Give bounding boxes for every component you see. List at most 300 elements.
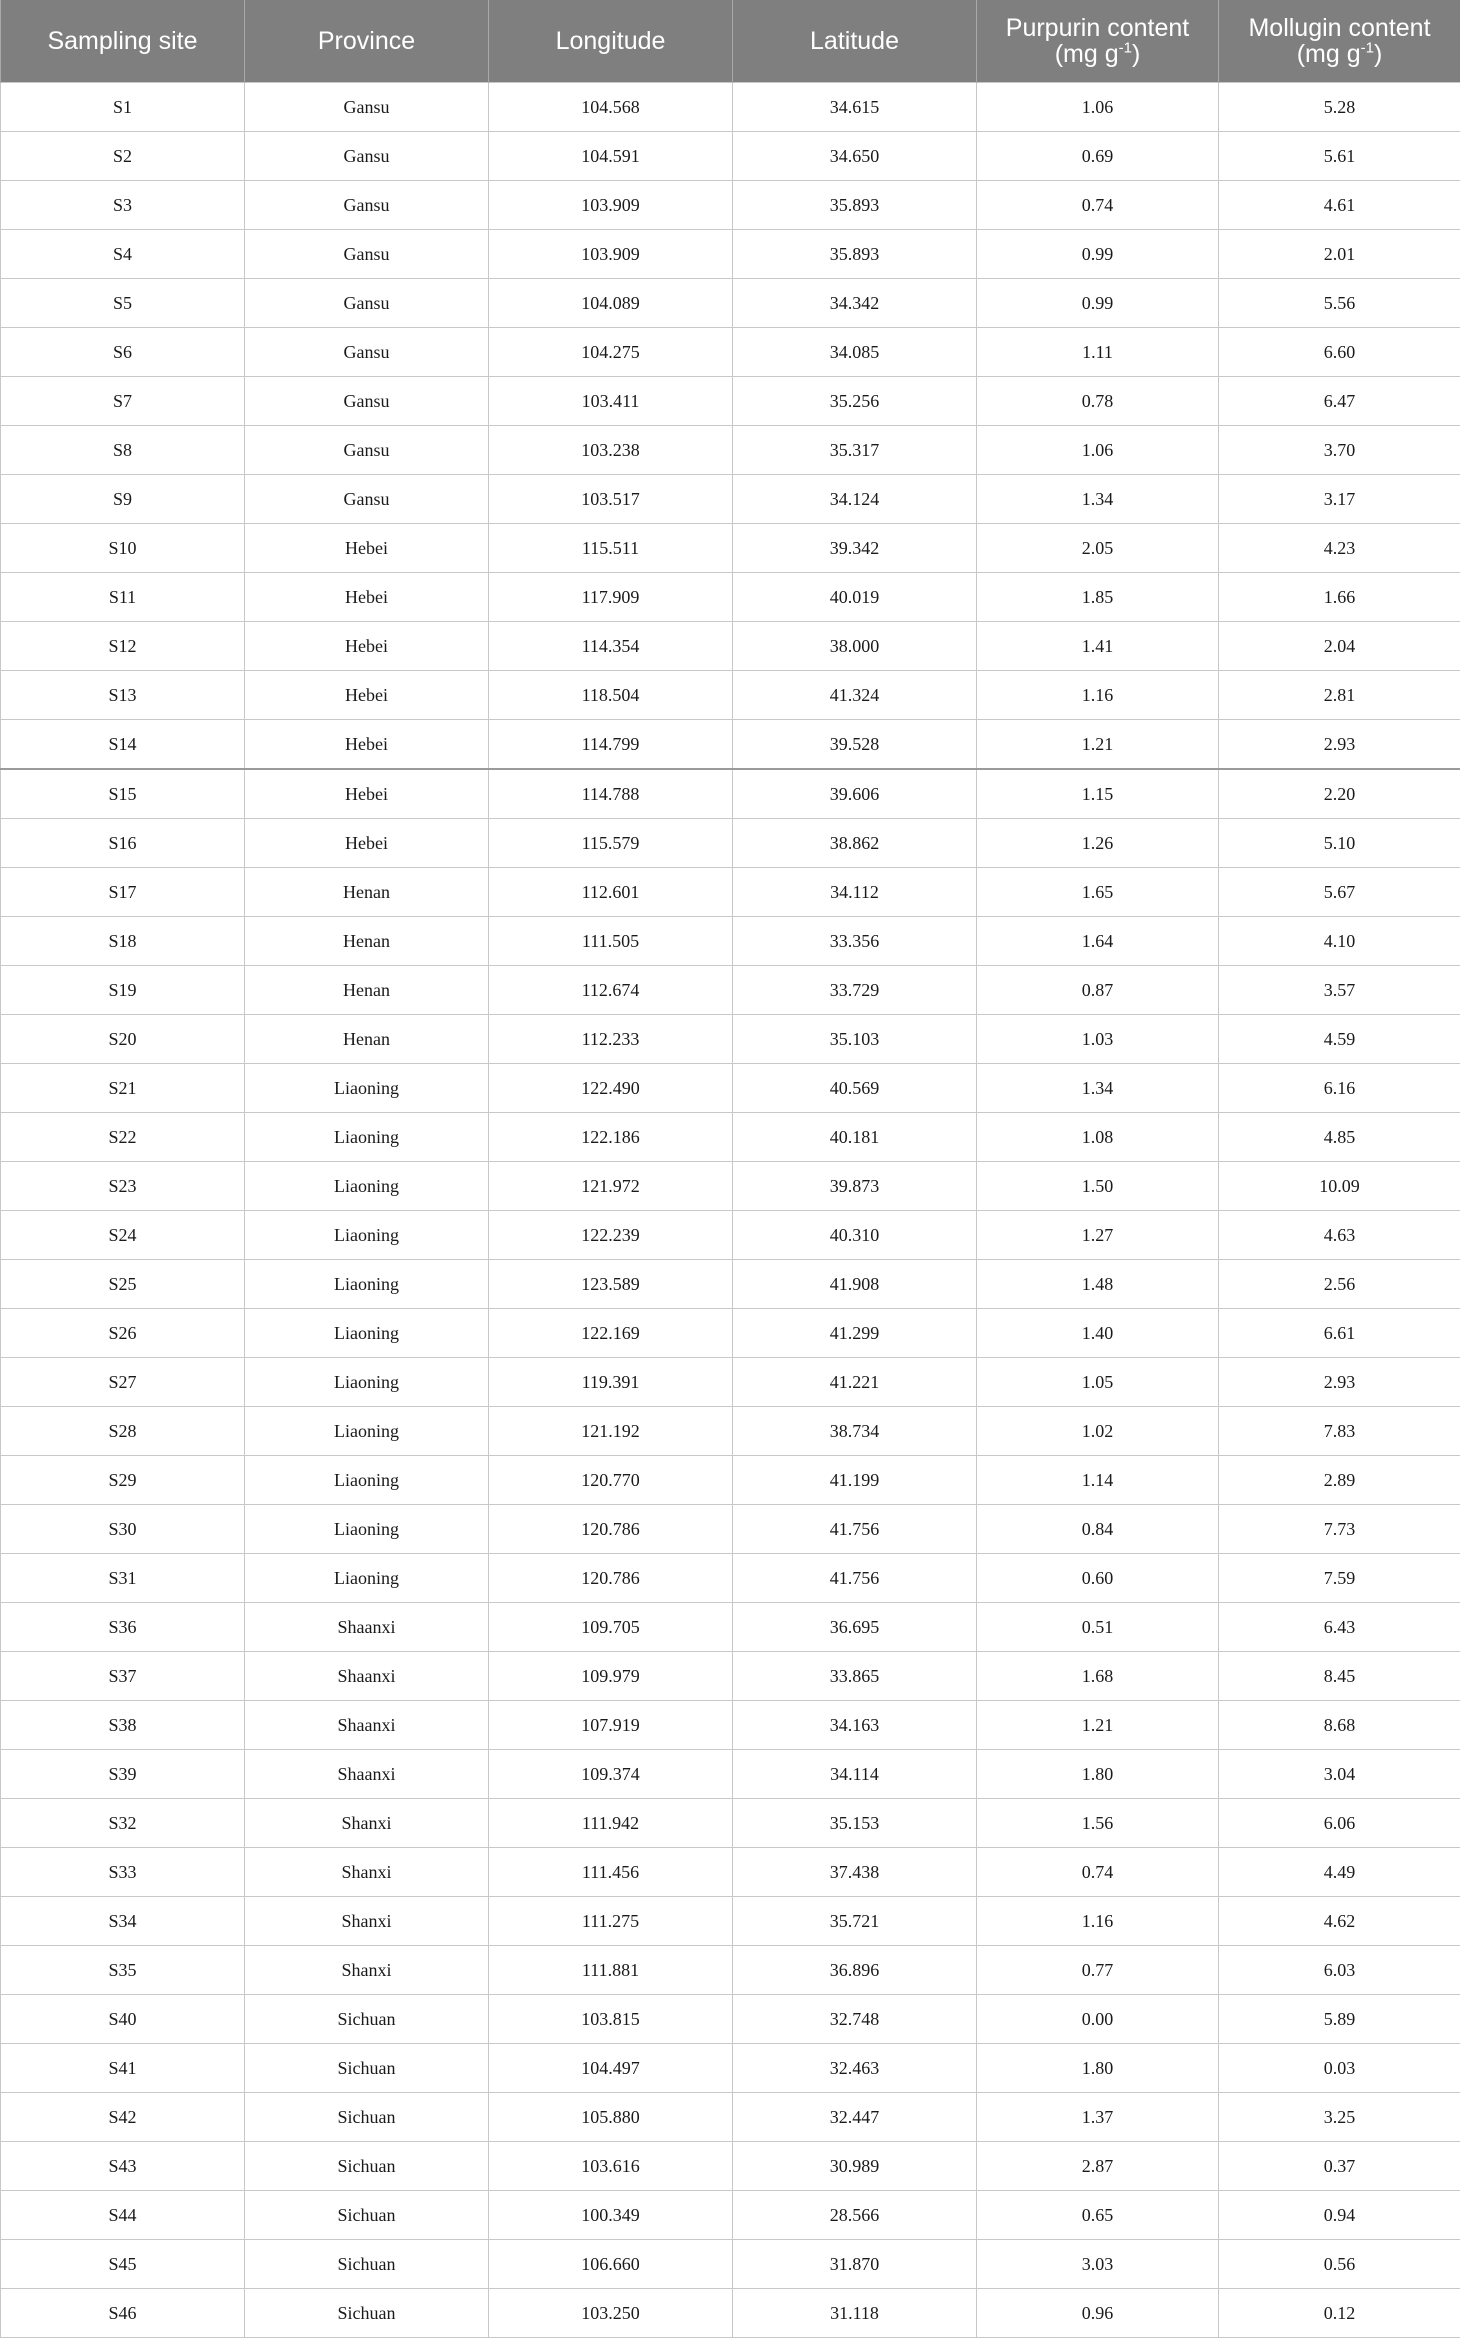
cell-province: Sichuan — [245, 2191, 489, 2240]
cell-longitude: 111.505 — [489, 917, 733, 966]
table-row — [1, 1162, 1460, 1211]
cell-mollugin-content: 1.66 — [1219, 573, 1460, 622]
cell-latitude: 41.221 — [733, 1358, 977, 1407]
cell-mollugin-content: 3.25 — [1219, 2093, 1460, 2142]
header-purpurin-content: Purpurin content (mg $g^{-1}$) — [977, 0, 1219, 83]
table-row — [1, 868, 1460, 917]
cell-province: Sichuan — [245, 2142, 489, 2191]
cell-latitude: 35.317 — [733, 426, 977, 475]
cell-sampling-site: S17 — [1, 868, 245, 917]
cell-purpurin-content: 0.78 — [977, 377, 1219, 426]
cell-purpurin-content: 1.15 — [977, 769, 1219, 819]
table-row — [1, 1505, 1460, 1554]
table-row — [1, 917, 1460, 966]
table-header — [1, 0, 1460, 83]
cell-latitude: 41.756 — [733, 1505, 977, 1554]
cell-longitude: 121.972 — [489, 1162, 733, 1211]
cell-longitude: 120.770 — [489, 1456, 733, 1505]
table-row — [1, 2191, 1460, 2240]
header-mollugin-content: Mollugin content (mg $g^{-1}$) — [1219, 0, 1460, 83]
cell-purpurin-content: 0.99 — [977, 230, 1219, 279]
cell-purpurin-content: 1.37 — [977, 2093, 1219, 2142]
cell-sampling-site: S24 — [1, 1211, 245, 1260]
cell-latitude: 41.324 — [733, 671, 977, 720]
cell-longitude: 103.238 — [489, 426, 733, 475]
cell-purpurin-content: 1.48 — [977, 1260, 1219, 1309]
cell-purpurin-content: 1.05 — [977, 1358, 1219, 1407]
cell-longitude: 114.788 — [489, 769, 733, 819]
cell-purpurin-content: 0.84 — [977, 1505, 1219, 1554]
cell-province: Liaoning — [245, 1260, 489, 1309]
cell-sampling-site: S14 — [1, 720, 245, 770]
cell-purpurin-content: 1.80 — [977, 2044, 1219, 2093]
cell-purpurin-content: 1.68 — [977, 1652, 1219, 1701]
cell-sampling-site: S19 — [1, 966, 245, 1015]
cell-province: Henan — [245, 868, 489, 917]
cell-mollugin-content: 2.20 — [1219, 769, 1460, 819]
cell-mollugin-content: 2.93 — [1219, 1358, 1460, 1407]
table-row — [1, 1113, 1460, 1162]
cell-purpurin-content: 1.14 — [977, 1456, 1219, 1505]
cell-province: Sichuan — [245, 2240, 489, 2289]
table-row — [1, 1995, 1460, 2044]
table-row — [1, 2142, 1460, 2191]
cell-sampling-site: S2 — [1, 132, 245, 181]
table-row — [1, 524, 1460, 573]
cell-sampling-site: S7 — [1, 377, 245, 426]
cell-sampling-site: S39 — [1, 1750, 245, 1799]
cell-purpurin-content: 1.11 — [977, 328, 1219, 377]
table-row — [1, 1456, 1460, 1505]
cell-latitude: 35.893 — [733, 230, 977, 279]
table-row — [1, 2044, 1460, 2093]
cell-longitude: 123.589 — [489, 1260, 733, 1309]
cell-latitude: 32.447 — [733, 2093, 977, 2142]
cell-mollugin-content: 4.23 — [1219, 524, 1460, 573]
cell-longitude: 104.497 — [489, 2044, 733, 2093]
cell-sampling-site: S4 — [1, 230, 245, 279]
cell-province: Liaoning — [245, 1309, 489, 1358]
cell-longitude: 111.275 — [489, 1897, 733, 1946]
cell-latitude: 34.114 — [733, 1750, 977, 1799]
cell-mollugin-content: 2.81 — [1219, 671, 1460, 720]
cell-purpurin-content: 2.05 — [977, 524, 1219, 573]
cell-latitude: 34.342 — [733, 279, 977, 328]
cell-latitude: 38.000 — [733, 622, 977, 671]
cell-latitude: 41.299 — [733, 1309, 977, 1358]
cell-mollugin-content: 6.60 — [1219, 328, 1460, 377]
cell-province: Hebei — [245, 622, 489, 671]
cell-sampling-site: S36 — [1, 1603, 245, 1652]
cell-province: Shanxi — [245, 1946, 489, 1995]
cell-purpurin-content: 1.06 — [977, 426, 1219, 475]
table-row — [1, 622, 1460, 671]
cell-province: Hebei — [245, 573, 489, 622]
table-row — [1, 1407, 1460, 1456]
table-row — [1, 377, 1460, 426]
table-row — [1, 1652, 1460, 1701]
cell-sampling-site: S1 — [1, 83, 245, 132]
table-row — [1, 1946, 1460, 1995]
cell-purpurin-content: 0.74 — [977, 1848, 1219, 1897]
cell-latitude: 40.310 — [733, 1211, 977, 1260]
cell-province: Shaanxi — [245, 1750, 489, 1799]
cell-longitude: 114.354 — [489, 622, 733, 671]
cell-province: Liaoning — [245, 1554, 489, 1603]
cell-purpurin-content: 1.34 — [977, 1064, 1219, 1113]
cell-purpurin-content: 0.99 — [977, 279, 1219, 328]
cell-longitude: 109.374 — [489, 1750, 733, 1799]
cell-latitude: 33.729 — [733, 966, 977, 1015]
cell-sampling-site: S8 — [1, 426, 245, 475]
table-row — [1, 181, 1460, 230]
cell-province: Liaoning — [245, 1162, 489, 1211]
table-row — [1, 1750, 1460, 1799]
cell-latitude: 39.606 — [733, 769, 977, 819]
table-row — [1, 279, 1460, 328]
cell-mollugin-content: 4.61 — [1219, 181, 1460, 230]
table-row — [1, 1554, 1460, 1603]
cell-longitude: 115.579 — [489, 819, 733, 868]
cell-sampling-site: S28 — [1, 1407, 245, 1456]
cell-sampling-site: S30 — [1, 1505, 245, 1554]
cell-purpurin-content: 2.87 — [977, 2142, 1219, 2191]
cell-province: Gansu — [245, 132, 489, 181]
cell-longitude: 111.456 — [489, 1848, 733, 1897]
table-row — [1, 1260, 1460, 1309]
cell-sampling-site: S43 — [1, 2142, 245, 2191]
cell-longitude: 103.517 — [489, 475, 733, 524]
cell-latitude: 38.734 — [733, 1407, 977, 1456]
cell-longitude: 112.674 — [489, 966, 733, 1015]
cell-purpurin-content: 1.56 — [977, 1799, 1219, 1848]
cell-purpurin-content: 1.27 — [977, 1211, 1219, 1260]
cell-sampling-site: S40 — [1, 1995, 245, 2044]
cell-sampling-site: S12 — [1, 622, 245, 671]
cell-sampling-site: S22 — [1, 1113, 245, 1162]
cell-longitude: 115.511 — [489, 524, 733, 573]
cell-mollugin-content: 0.56 — [1219, 2240, 1460, 2289]
cell-mollugin-content: 6.16 — [1219, 1064, 1460, 1113]
cell-latitude: 34.112 — [733, 868, 977, 917]
cell-sampling-site: S27 — [1, 1358, 245, 1407]
table-row — [1, 1015, 1460, 1064]
cell-sampling-site: S25 — [1, 1260, 245, 1309]
table-row — [1, 2093, 1460, 2142]
cell-longitude: 103.250 — [489, 2289, 733, 2338]
cell-longitude: 105.880 — [489, 2093, 733, 2142]
cell-province: Hebei — [245, 720, 489, 770]
cell-purpurin-content: 0.00 — [977, 1995, 1219, 2044]
cell-longitude: 103.815 — [489, 1995, 733, 2044]
cell-purpurin-content: 1.26 — [977, 819, 1219, 868]
cell-province: Sichuan — [245, 2093, 489, 2142]
cell-mollugin-content: 0.37 — [1219, 2142, 1460, 2191]
table-row — [1, 1799, 1460, 1848]
cell-mollugin-content: 6.06 — [1219, 1799, 1460, 1848]
cell-longitude: 112.233 — [489, 1015, 733, 1064]
cell-latitude: 41.199 — [733, 1456, 977, 1505]
cell-sampling-site: S18 — [1, 917, 245, 966]
cell-sampling-site: S38 — [1, 1701, 245, 1750]
header-province: Province — [245, 0, 489, 83]
cell-latitude: 35.893 — [733, 181, 977, 230]
cell-latitude: 32.748 — [733, 1995, 977, 2044]
cell-longitude: 103.909 — [489, 181, 733, 230]
cell-longitude: 112.601 — [489, 868, 733, 917]
cell-province: Liaoning — [245, 1358, 489, 1407]
cell-sampling-site: S11 — [1, 573, 245, 622]
cell-sampling-site: S16 — [1, 819, 245, 868]
table-row — [1, 573, 1460, 622]
cell-longitude: 109.705 — [489, 1603, 733, 1652]
cell-sampling-site: S3 — [1, 181, 245, 230]
cell-purpurin-content: 1.21 — [977, 720, 1219, 770]
cell-purpurin-content: 1.85 — [977, 573, 1219, 622]
cell-mollugin-content: 5.89 — [1219, 1995, 1460, 2044]
cell-province: Shanxi — [245, 1848, 489, 1897]
table-row — [1, 1603, 1460, 1652]
cell-mollugin-content: 2.01 — [1219, 230, 1460, 279]
cell-sampling-site: S15 — [1, 769, 245, 819]
cell-purpurin-content: 1.40 — [977, 1309, 1219, 1358]
cell-sampling-site: S35 — [1, 1946, 245, 1995]
table-row — [1, 475, 1460, 524]
cell-mollugin-content: 0.12 — [1219, 2289, 1460, 2338]
cell-longitude: 122.239 — [489, 1211, 733, 1260]
cell-province: Henan — [245, 917, 489, 966]
cell-latitude: 28.566 — [733, 2191, 977, 2240]
cell-mollugin-content: 8.45 — [1219, 1652, 1460, 1701]
cell-province: Liaoning — [245, 1211, 489, 1260]
cell-sampling-site: S31 — [1, 1554, 245, 1603]
cell-latitude: 34.124 — [733, 475, 977, 524]
cell-sampling-site: S21 — [1, 1064, 245, 1113]
cell-purpurin-content: 1.41 — [977, 622, 1219, 671]
cell-province: Shaanxi — [245, 1652, 489, 1701]
cell-purpurin-content: 0.87 — [977, 966, 1219, 1015]
cell-latitude: 35.721 — [733, 1897, 977, 1946]
cell-purpurin-content: 0.77 — [977, 1946, 1219, 1995]
cell-sampling-site: S46 — [1, 2289, 245, 2338]
cell-province: Sichuan — [245, 2289, 489, 2338]
table-row — [1, 1848, 1460, 1897]
cell-province: Gansu — [245, 475, 489, 524]
cell-mollugin-content: 4.10 — [1219, 917, 1460, 966]
cell-longitude: 111.881 — [489, 1946, 733, 1995]
cell-sampling-site: S9 — [1, 475, 245, 524]
cell-province: Gansu — [245, 279, 489, 328]
table-row — [1, 2289, 1460, 2338]
cell-mollugin-content: 2.04 — [1219, 622, 1460, 671]
cell-longitude: 122.186 — [489, 1113, 733, 1162]
cell-mollugin-content: 6.43 — [1219, 1603, 1460, 1652]
cell-province: Gansu — [245, 377, 489, 426]
cell-mollugin-content: 5.10 — [1219, 819, 1460, 868]
cell-longitude: 104.275 — [489, 328, 733, 377]
cell-province: Gansu — [245, 181, 489, 230]
cell-sampling-site: S33 — [1, 1848, 245, 1897]
table-row — [1, 819, 1460, 868]
cell-latitude: 34.085 — [733, 328, 977, 377]
cell-longitude: 122.490 — [489, 1064, 733, 1113]
cell-mollugin-content: 4.85 — [1219, 1113, 1460, 1162]
cell-latitude: 31.870 — [733, 2240, 977, 2289]
cell-longitude: 104.089 — [489, 279, 733, 328]
cell-province: Liaoning — [245, 1113, 489, 1162]
cell-longitude: 100.349 — [489, 2191, 733, 2240]
header-sampling-site: Sampling site — [1, 0, 245, 83]
table-row — [1, 671, 1460, 720]
cell-longitude: 122.169 — [489, 1309, 733, 1358]
cell-mollugin-content: 2.89 — [1219, 1456, 1460, 1505]
cell-latitude: 41.908 — [733, 1260, 977, 1309]
cell-mollugin-content: 7.59 — [1219, 1554, 1460, 1603]
cell-mollugin-content: 5.61 — [1219, 132, 1460, 181]
table-row — [1, 769, 1460, 819]
cell-province: Liaoning — [245, 1505, 489, 1554]
cell-mollugin-content: 8.68 — [1219, 1701, 1460, 1750]
cell-mollugin-content: 7.73 — [1219, 1505, 1460, 1554]
cell-latitude: 35.256 — [733, 377, 977, 426]
cell-latitude: 30.989 — [733, 2142, 977, 2191]
cell-mollugin-content: 3.70 — [1219, 426, 1460, 475]
cell-purpurin-content: 0.96 — [977, 2289, 1219, 2338]
cell-purpurin-content: 1.03 — [977, 1015, 1219, 1064]
cell-latitude: 40.181 — [733, 1113, 977, 1162]
cell-mollugin-content: 3.57 — [1219, 966, 1460, 1015]
cell-longitude: 120.786 — [489, 1505, 733, 1554]
cell-longitude: 104.568 — [489, 83, 733, 132]
cell-sampling-site: S20 — [1, 1015, 245, 1064]
cell-purpurin-content: 1.50 — [977, 1162, 1219, 1211]
cell-province: Gansu — [245, 83, 489, 132]
cell-purpurin-content: 1.65 — [977, 868, 1219, 917]
cell-sampling-site: S6 — [1, 328, 245, 377]
cell-longitude: 109.979 — [489, 1652, 733, 1701]
cell-longitude: 103.909 — [489, 230, 733, 279]
table-row — [1, 1064, 1460, 1113]
cell-province: Henan — [245, 966, 489, 1015]
table-row — [1, 1358, 1460, 1407]
table-row — [1, 2240, 1460, 2289]
cell-purpurin-content: 3.03 — [977, 2240, 1219, 2289]
cell-mollugin-content: 2.93 — [1219, 720, 1460, 770]
cell-latitude: 36.695 — [733, 1603, 977, 1652]
cell-province: Liaoning — [245, 1407, 489, 1456]
cell-latitude: 36.896 — [733, 1946, 977, 1995]
cell-province: Sichuan — [245, 1995, 489, 2044]
cell-mollugin-content: 5.56 — [1219, 279, 1460, 328]
cell-mollugin-content: 4.63 — [1219, 1211, 1460, 1260]
table-body — [1, 83, 1460, 2338]
cell-province: Gansu — [245, 426, 489, 475]
table-row — [1, 328, 1460, 377]
cell-province: Henan — [245, 1015, 489, 1064]
cell-latitude: 31.118 — [733, 2289, 977, 2338]
cell-sampling-site: S10 — [1, 524, 245, 573]
table-row — [1, 1897, 1460, 1946]
cell-purpurin-content: 0.74 — [977, 181, 1219, 230]
cell-purpurin-content: 1.02 — [977, 1407, 1219, 1456]
cell-province: Shanxi — [245, 1799, 489, 1848]
cell-mollugin-content: 0.94 — [1219, 2191, 1460, 2240]
cell-province: Shaanxi — [245, 1701, 489, 1750]
header-longitude: Longitude — [489, 0, 733, 83]
cell-longitude: 106.660 — [489, 2240, 733, 2289]
cell-purpurin-content: 1.08 — [977, 1113, 1219, 1162]
cell-longitude: 103.616 — [489, 2142, 733, 2191]
table-row — [1, 83, 1460, 132]
cell-sampling-site: S32 — [1, 1799, 245, 1848]
table-row — [1, 1701, 1460, 1750]
cell-latitude: 34.615 — [733, 83, 977, 132]
table-row — [1, 966, 1460, 1015]
cell-latitude: 33.356 — [733, 917, 977, 966]
cell-sampling-site: S41 — [1, 2044, 245, 2093]
table-row — [1, 1309, 1460, 1358]
cell-purpurin-content: 1.16 — [977, 671, 1219, 720]
cell-longitude: 120.786 — [489, 1554, 733, 1603]
table-row — [1, 426, 1460, 475]
table-row — [1, 1211, 1460, 1260]
cell-sampling-site: S23 — [1, 1162, 245, 1211]
cell-longitude: 104.591 — [489, 132, 733, 181]
cell-sampling-site: S42 — [1, 2093, 245, 2142]
cell-mollugin-content: 3.04 — [1219, 1750, 1460, 1799]
header-latitude: Latitude — [733, 0, 977, 83]
cell-longitude: 121.192 — [489, 1407, 733, 1456]
cell-latitude: 32.463 — [733, 2044, 977, 2093]
cell-latitude: 40.019 — [733, 573, 977, 622]
cell-sampling-site: S26 — [1, 1309, 245, 1358]
cell-longitude: 117.909 — [489, 573, 733, 622]
table-row — [1, 230, 1460, 279]
cell-mollugin-content: 2.56 — [1219, 1260, 1460, 1309]
cell-purpurin-content: 0.51 — [977, 1603, 1219, 1652]
cell-mollugin-content: 4.49 — [1219, 1848, 1460, 1897]
cell-longitude: 118.504 — [489, 671, 733, 720]
cell-purpurin-content: 1.34 — [977, 475, 1219, 524]
cell-latitude: 38.862 — [733, 819, 977, 868]
cell-province: Hebei — [245, 819, 489, 868]
cell-latitude: 41.756 — [733, 1554, 977, 1603]
cell-province: Shanxi — [245, 1897, 489, 1946]
cell-latitude: 34.163 — [733, 1701, 977, 1750]
cell-purpurin-content: 1.21 — [977, 1701, 1219, 1750]
cell-purpurin-content: 1.64 — [977, 917, 1219, 966]
cell-latitude: 35.103 — [733, 1015, 977, 1064]
cell-mollugin-content: 5.28 — [1219, 83, 1460, 132]
cell-sampling-site: S44 — [1, 2191, 245, 2240]
cell-province: Sichuan — [245, 2044, 489, 2093]
cell-latitude: 37.438 — [733, 1848, 977, 1897]
cell-sampling-site: S34 — [1, 1897, 245, 1946]
cell-mollugin-content: 6.03 — [1219, 1946, 1460, 1995]
header-row — [1, 0, 1460, 83]
cell-longitude: 119.391 — [489, 1358, 733, 1407]
cell-latitude: 39.528 — [733, 720, 977, 770]
cell-longitude: 111.942 — [489, 1799, 733, 1848]
cell-mollugin-content: 0.03 — [1219, 2044, 1460, 2093]
cell-purpurin-content: 0.65 — [977, 2191, 1219, 2240]
cell-purpurin-content: 1.06 — [977, 83, 1219, 132]
cell-sampling-site: S13 — [1, 671, 245, 720]
cell-sampling-site: S37 — [1, 1652, 245, 1701]
cell-mollugin-content: 6.61 — [1219, 1309, 1460, 1358]
cell-sampling-site: S45 — [1, 2240, 245, 2289]
cell-mollugin-content: 4.62 — [1219, 1897, 1460, 1946]
